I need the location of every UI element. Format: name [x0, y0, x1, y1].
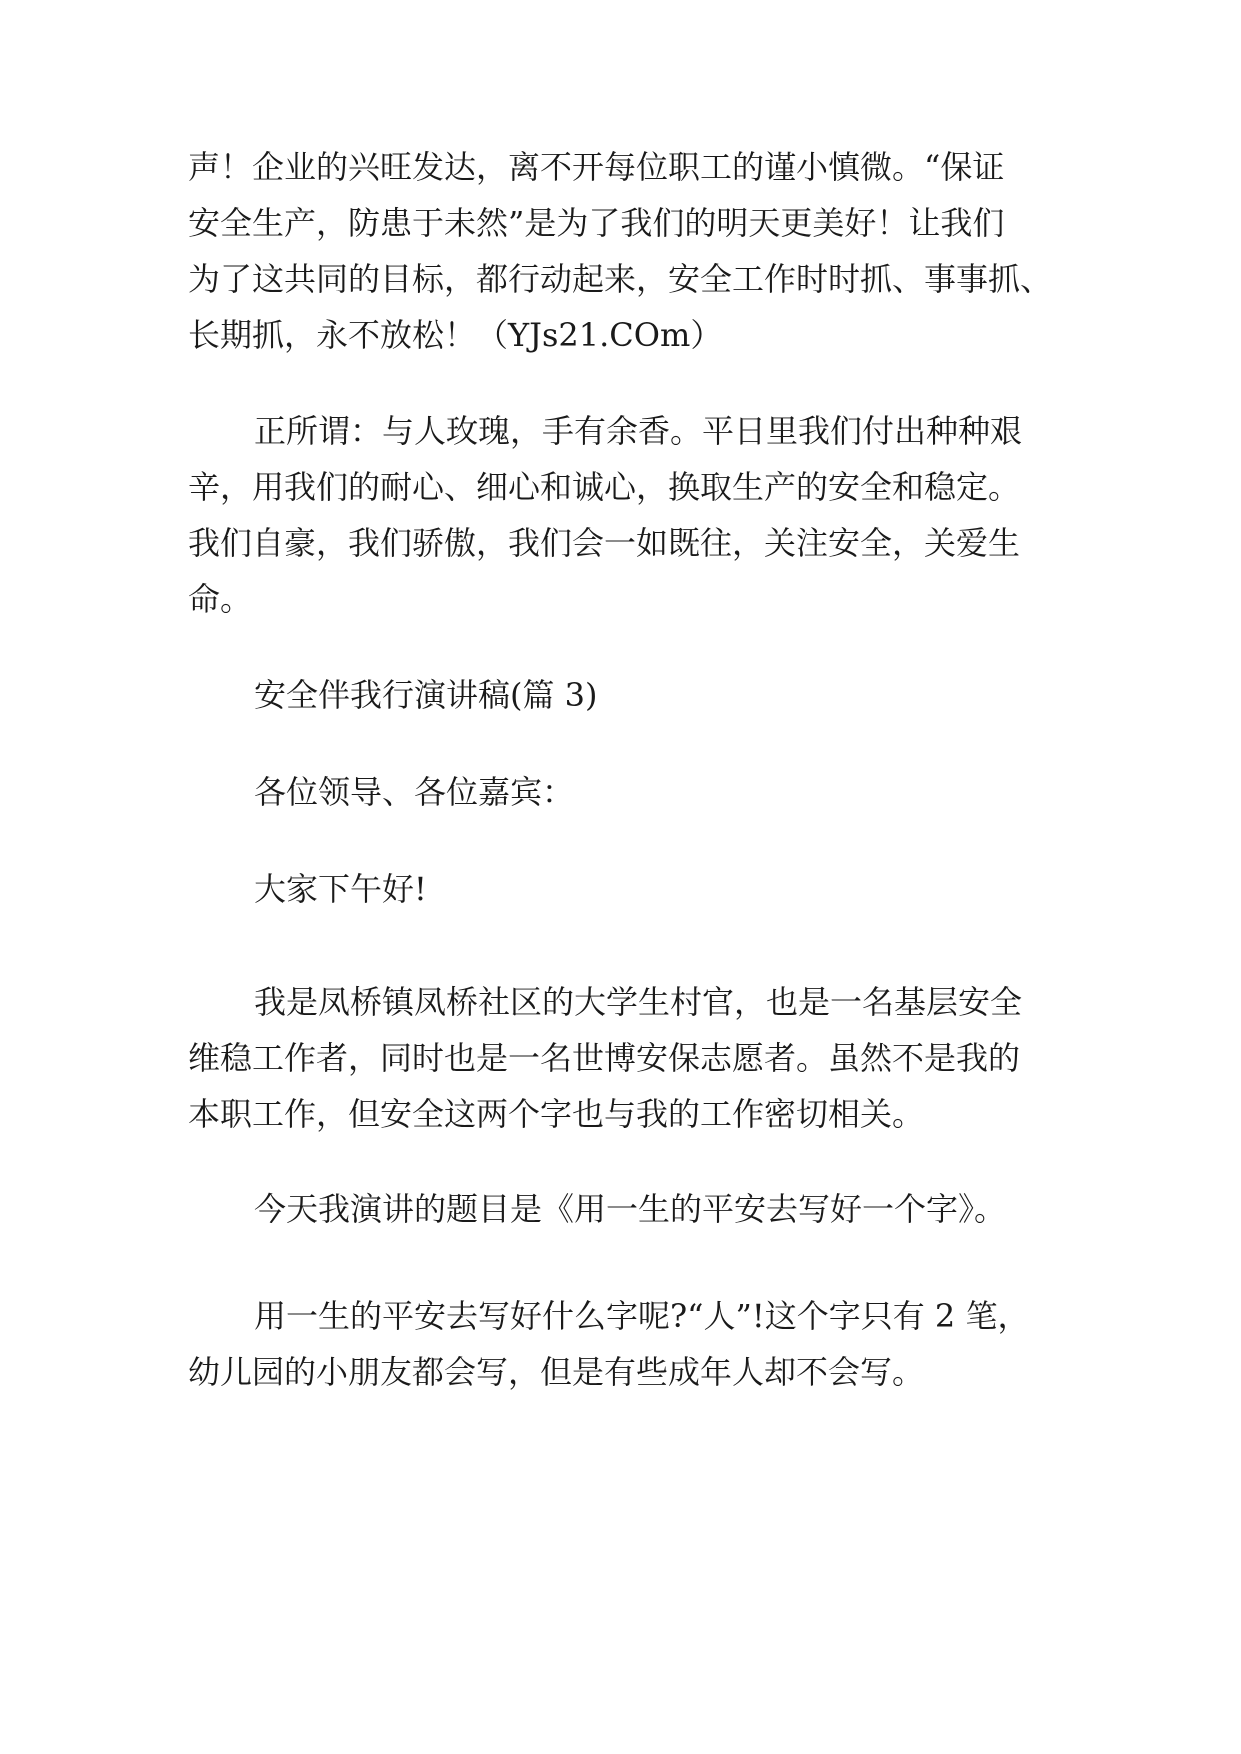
text-line: 长期抓，永不放松！（YJs21.COm） [188, 316, 723, 354]
text-line: 各位领导、各位嘉宾： [254, 773, 575, 811]
text-line: 正所谓：与人玫瑰，手有余香。平日里我们付出种种艰 [254, 412, 1023, 450]
section-heading: 安全伴我行演讲稿(篇 3) [254, 676, 598, 714]
text-line: 安全生产，防患于未然”是为了我们的明天更美好！让我们 [188, 204, 1005, 242]
text-line: 今天我演讲的题目是《用一生的平安去写好一个字》。 [254, 1190, 1007, 1228]
text-line: 为了这共同的目标，都行动起来，安全工作时时抓、事事抓、 [188, 260, 1053, 298]
text-line: 本职工作，但安全这两个字也与我的工作密切相关。 [188, 1095, 925, 1133]
text-line: 命。 [188, 580, 253, 618]
text-line: 大家下午好! [254, 870, 427, 908]
text-line: 我们自豪，我们骄傲，我们会一如既往，关注安全，关爱生 [188, 524, 1021, 562]
text-line: 幼儿园的小朋友都会写，但是有些成年人却不会写。 [188, 1353, 925, 1391]
text-line: 声！企业的兴旺发达，离不开每位职工的谨小慎微。“保证 [188, 148, 1005, 186]
text-line: 我是凤桥镇凤桥社区的大学生村官，也是一名基层安全 [254, 983, 1023, 1021]
text-line: 辛，用我们的耐心、细心和诚心，换取生产的安全和稳定。 [188, 468, 1021, 506]
text-line: 维稳工作者，同时也是一名世博安保志愿者。虽然不是我的 [188, 1039, 1021, 1077]
text-line: 用一生的平安去写好什么字呢?“人”!这个字只有 2 笔， [254, 1297, 1030, 1335]
